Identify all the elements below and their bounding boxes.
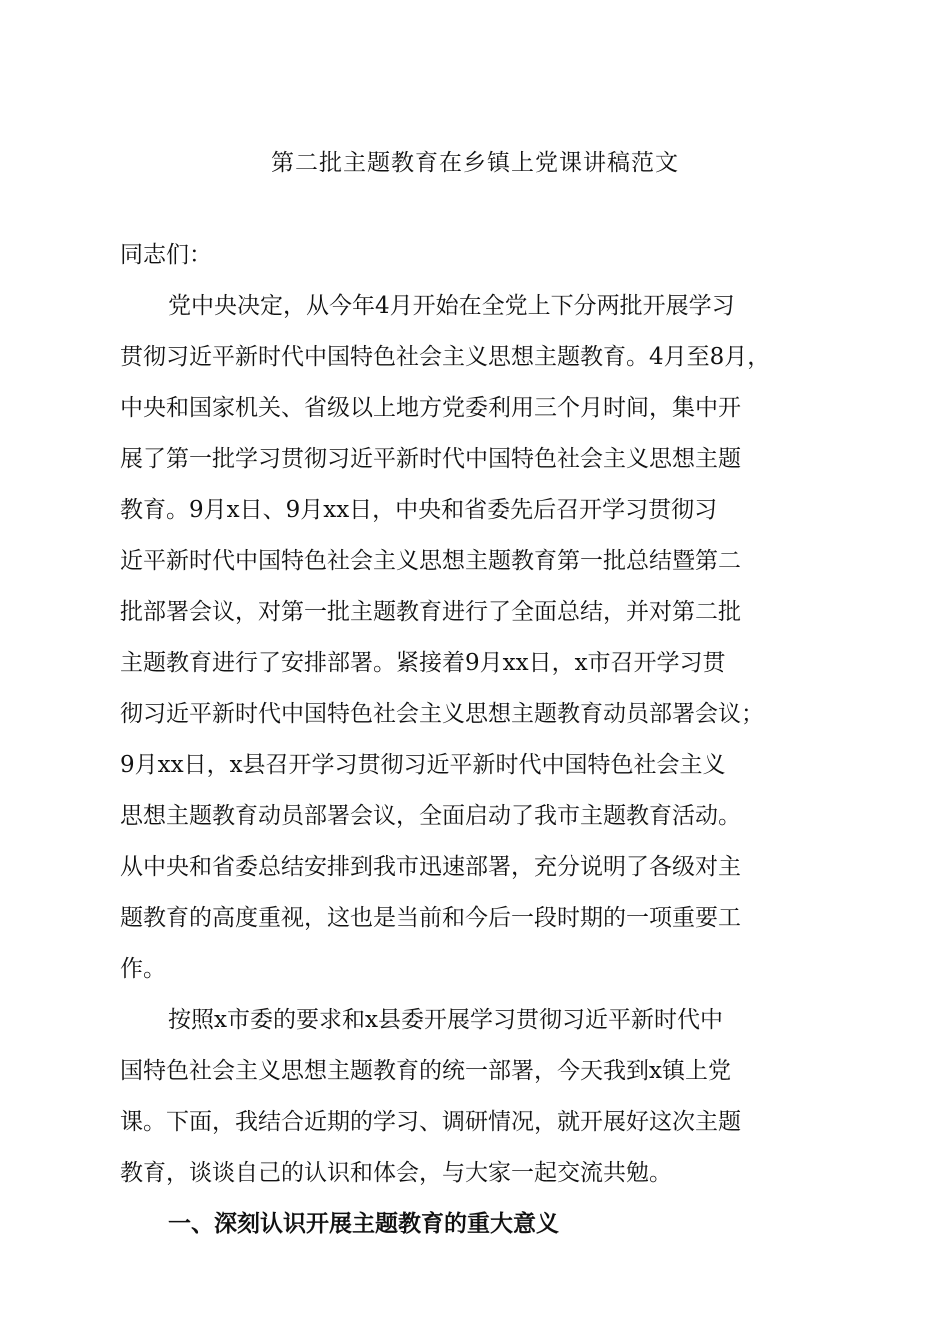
paragraph-line: 教育。9月x日、9月xx日，中央和省委先后召开学习贯彻习 [120, 497, 718, 523]
salutation: 同志们： [120, 242, 212, 268]
paragraph-line: 近平新时代中国特色社会主义思想主题教育第一批总结暨第二 [120, 548, 741, 574]
paragraph-line: 教育，谈谈自己的认识和体会，与大家一起交流共勉。 [120, 1160, 672, 1186]
paragraph-2 [120, 995, 840, 1199]
paragraph-line: 党中央决定，从今年4月开始在全党上下分两批开展学习 [168, 293, 735, 319]
paragraph-line: 中央和国家机关、省级以上地方党委利用三个月时间，集中开 [120, 395, 741, 421]
paragraph-line: 思想主题教育动员部署会议，全面启动了我市主题教育活动。 [120, 803, 741, 829]
document-body [120, 230, 840, 1250]
paragraph-line: 展了第一批学习贯彻习近平新时代中国特色社会主义思想主题 [120, 446, 741, 472]
paragraph-line: 从中央和省委总结安排到我市迅速部署，充分说明了各级对主 [120, 854, 741, 880]
paragraph-line: 国特色社会主义思想主题教育的统一部署，今天我到x镇上党 [120, 1058, 731, 1084]
paragraph-line: 主题教育进行了安排部署。紧接着9月xx日，x市召开学习贯 [120, 650, 726, 676]
paragraph-line: 按照x市委的要求和x县委开展学习贯彻习近平新时代中 [168, 1007, 723, 1033]
paragraph-line: 9月xx日，x县召开学习贯彻习近平新时代中国特色社会主义 [120, 752, 726, 778]
paragraph-line: 批部署会议，对第一批主题教育进行了全面总结，并对第二批 [120, 599, 741, 625]
paragraph-1 [120, 281, 840, 995]
document-title: 第二批主题教育在乡镇上党课讲稿范文 [271, 150, 679, 176]
section-heading: 一、深刻认识开展主题教育的重大意义 [168, 1211, 559, 1237]
paragraph-line: 彻习近平新时代中国特色社会主义思想主题教育动员部署会议； [120, 701, 764, 727]
paragraph-line: 作。 [120, 956, 166, 982]
paragraph-line: 贯彻习近平新时代中国特色社会主义思想主题教育。4月至8月， [120, 344, 771, 370]
paragraph-line: 课。下面，我结合近期的学习、调研情况，就开展好这次主题 [120, 1109, 741, 1135]
paragraph-line: 题教育的高度重视，这也是当前和今后一段时期的一项重要工 [120, 905, 741, 931]
